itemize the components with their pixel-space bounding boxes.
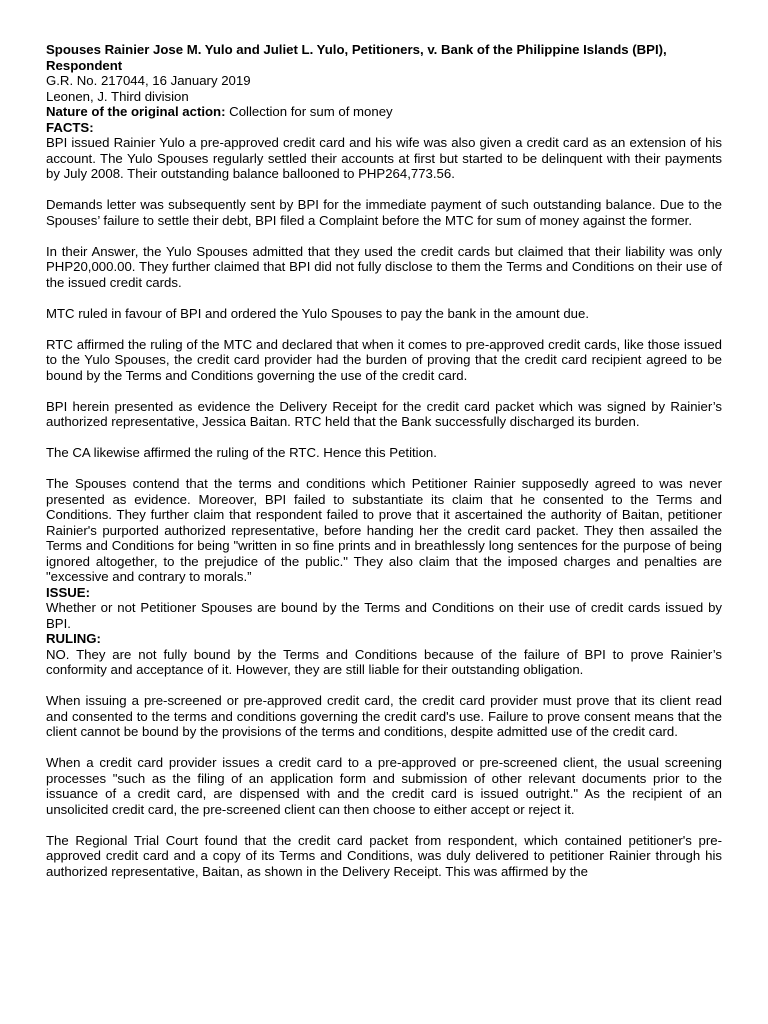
issue-heading: ISSUE: (46, 584, 90, 600)
facts-paragraph-2: Demands letter was subsequently sent by BPI for the immediate payment of such outstanding balance. Due to the Spouses’ failure to settle their debt, BPI filed a Complaint before the MTC for sum of money against the former. (46, 197, 722, 228)
ruling-paragraph-4: The Regional Trial Court found that the credit card packet from respondent, which contained petitioner's pre-approved credit card and a copy of its Terms and Conditions, was duly delivered to petitioner Rainier through his authorized representative, Baitan, as shown in the Delivery Receipt. This was affirmed by the (46, 832, 722, 879)
facts-paragraph-6: BPI herein presented as evidence the Delivery Receipt for the credit card packet which was signed by Rainier’s authorized representative, Jessica Baitan. RTC held that the Bank successfully discharged its burden. (46, 398, 722, 429)
ruling-paragraph-1: NO. They are not fully bound by the Terms and Conditions because of the failure of BPI to prove Rainier’s conformity and acceptance of it. However, they are still liable for their outstanding obligation. (46, 646, 722, 677)
facts-paragraph-4: MTC ruled in favour of BPI and ordered the Yulo Spouses to pay the bank in the amount due. (46, 305, 589, 321)
issue-text: Whether or not Petitioner Spouses are bound by the Terms and Conditions on their use of credit cards issued by BPI. (46, 600, 722, 631)
facts-paragraph-3: In their Answer, the Yulo Spouses admitted that they used the credit cards but claimed that their liability was only PHP20,000.00. They further claimed that BPI did not fully disclose to them the Terms and Conditions on their use of the issued credit cards. (46, 243, 722, 290)
ruling-paragraph-3: When a credit card provider issues a credit card to a pre-approved or pre-screened client, the usual screening processes "such as the filing of an application form and submission of other relevant documents prior to the issuance of a credit card, are dispensed with and the credit card is issued outright." As the recipient of an unsolicited credit card, the pre-screened client can then choose to either accept or reject it. (46, 755, 722, 817)
ponente: Leonen, J. Third division (46, 88, 189, 104)
ruling-paragraph-2: When issuing a pre-screened or pre-approved credit card, the credit card provider must prove that its client read and consented to the terms and conditions governing the credit card's use. Failure to prove consent means that the client cannot be bound by the provisions of the terms and conditions, despite admitted use of the credit card. (46, 693, 722, 739)
document-page (46, 42, 722, 879)
ruling-heading: RULING: (46, 631, 101, 646)
facts-paragraph-1: BPI issued Rainier Yulo a pre-approved credit card and his wife was also given a credit card as an extension of his account. The Yulo Spouses regularly settled their accounts at first but started to be delinquent with their payments by July 2008. Their outstanding balance ballooned to PHP264,773.56. (46, 135, 722, 181)
case-title: Spouses Rainier Jose M. Yulo and Juliet L. Yulo, Petitioners, v. Bank of the Philippine Islands (BPI), Respondent (46, 42, 667, 73)
facts-paragraph-8: The Spouses contend that the terms and conditions which Petitioner Rainier supposedly agreed to was never presented as evidence. Moreover, BPI failed to substantiate its claim that he consented to the Terms and Conditions. They further claim that respondent failed to prove that it ascertained the authority of Baitan, petitioner Rainier's purported authorized representative, before handing her the credit card packet. They then assailed the Terms and Conditions for being "written in so fine prints and in breathlessly long sentences for the purpose of being ignored altogether, to the prejudice of the public." They also claim that the imposed charges and penalties are "excessive and contrary to morals.” (46, 476, 722, 584)
nature-of-action (46, 104, 722, 120)
facts-paragraph-7: The CA likewise affirmed the ruling of the RTC. Hence this Petition. (46, 445, 437, 460)
facts-heading: FACTS: (46, 119, 94, 135)
facts-paragraph-5: RTC affirmed the ruling of the MTC and declared that when it comes to pre-approved credit cards, like those issued to the Yulo Spouses, the credit card provider had the burden of proving that the credit card recipient agreed to be bound by the Terms and Conditions governing the use of the credit card. (46, 336, 722, 383)
gr-number: G.R. No. 217044, 16 January 2019 (46, 73, 251, 88)
nature-value: Collection for sum of money (225, 104, 393, 119)
nature-label: Nature of the original action: (46, 104, 226, 119)
